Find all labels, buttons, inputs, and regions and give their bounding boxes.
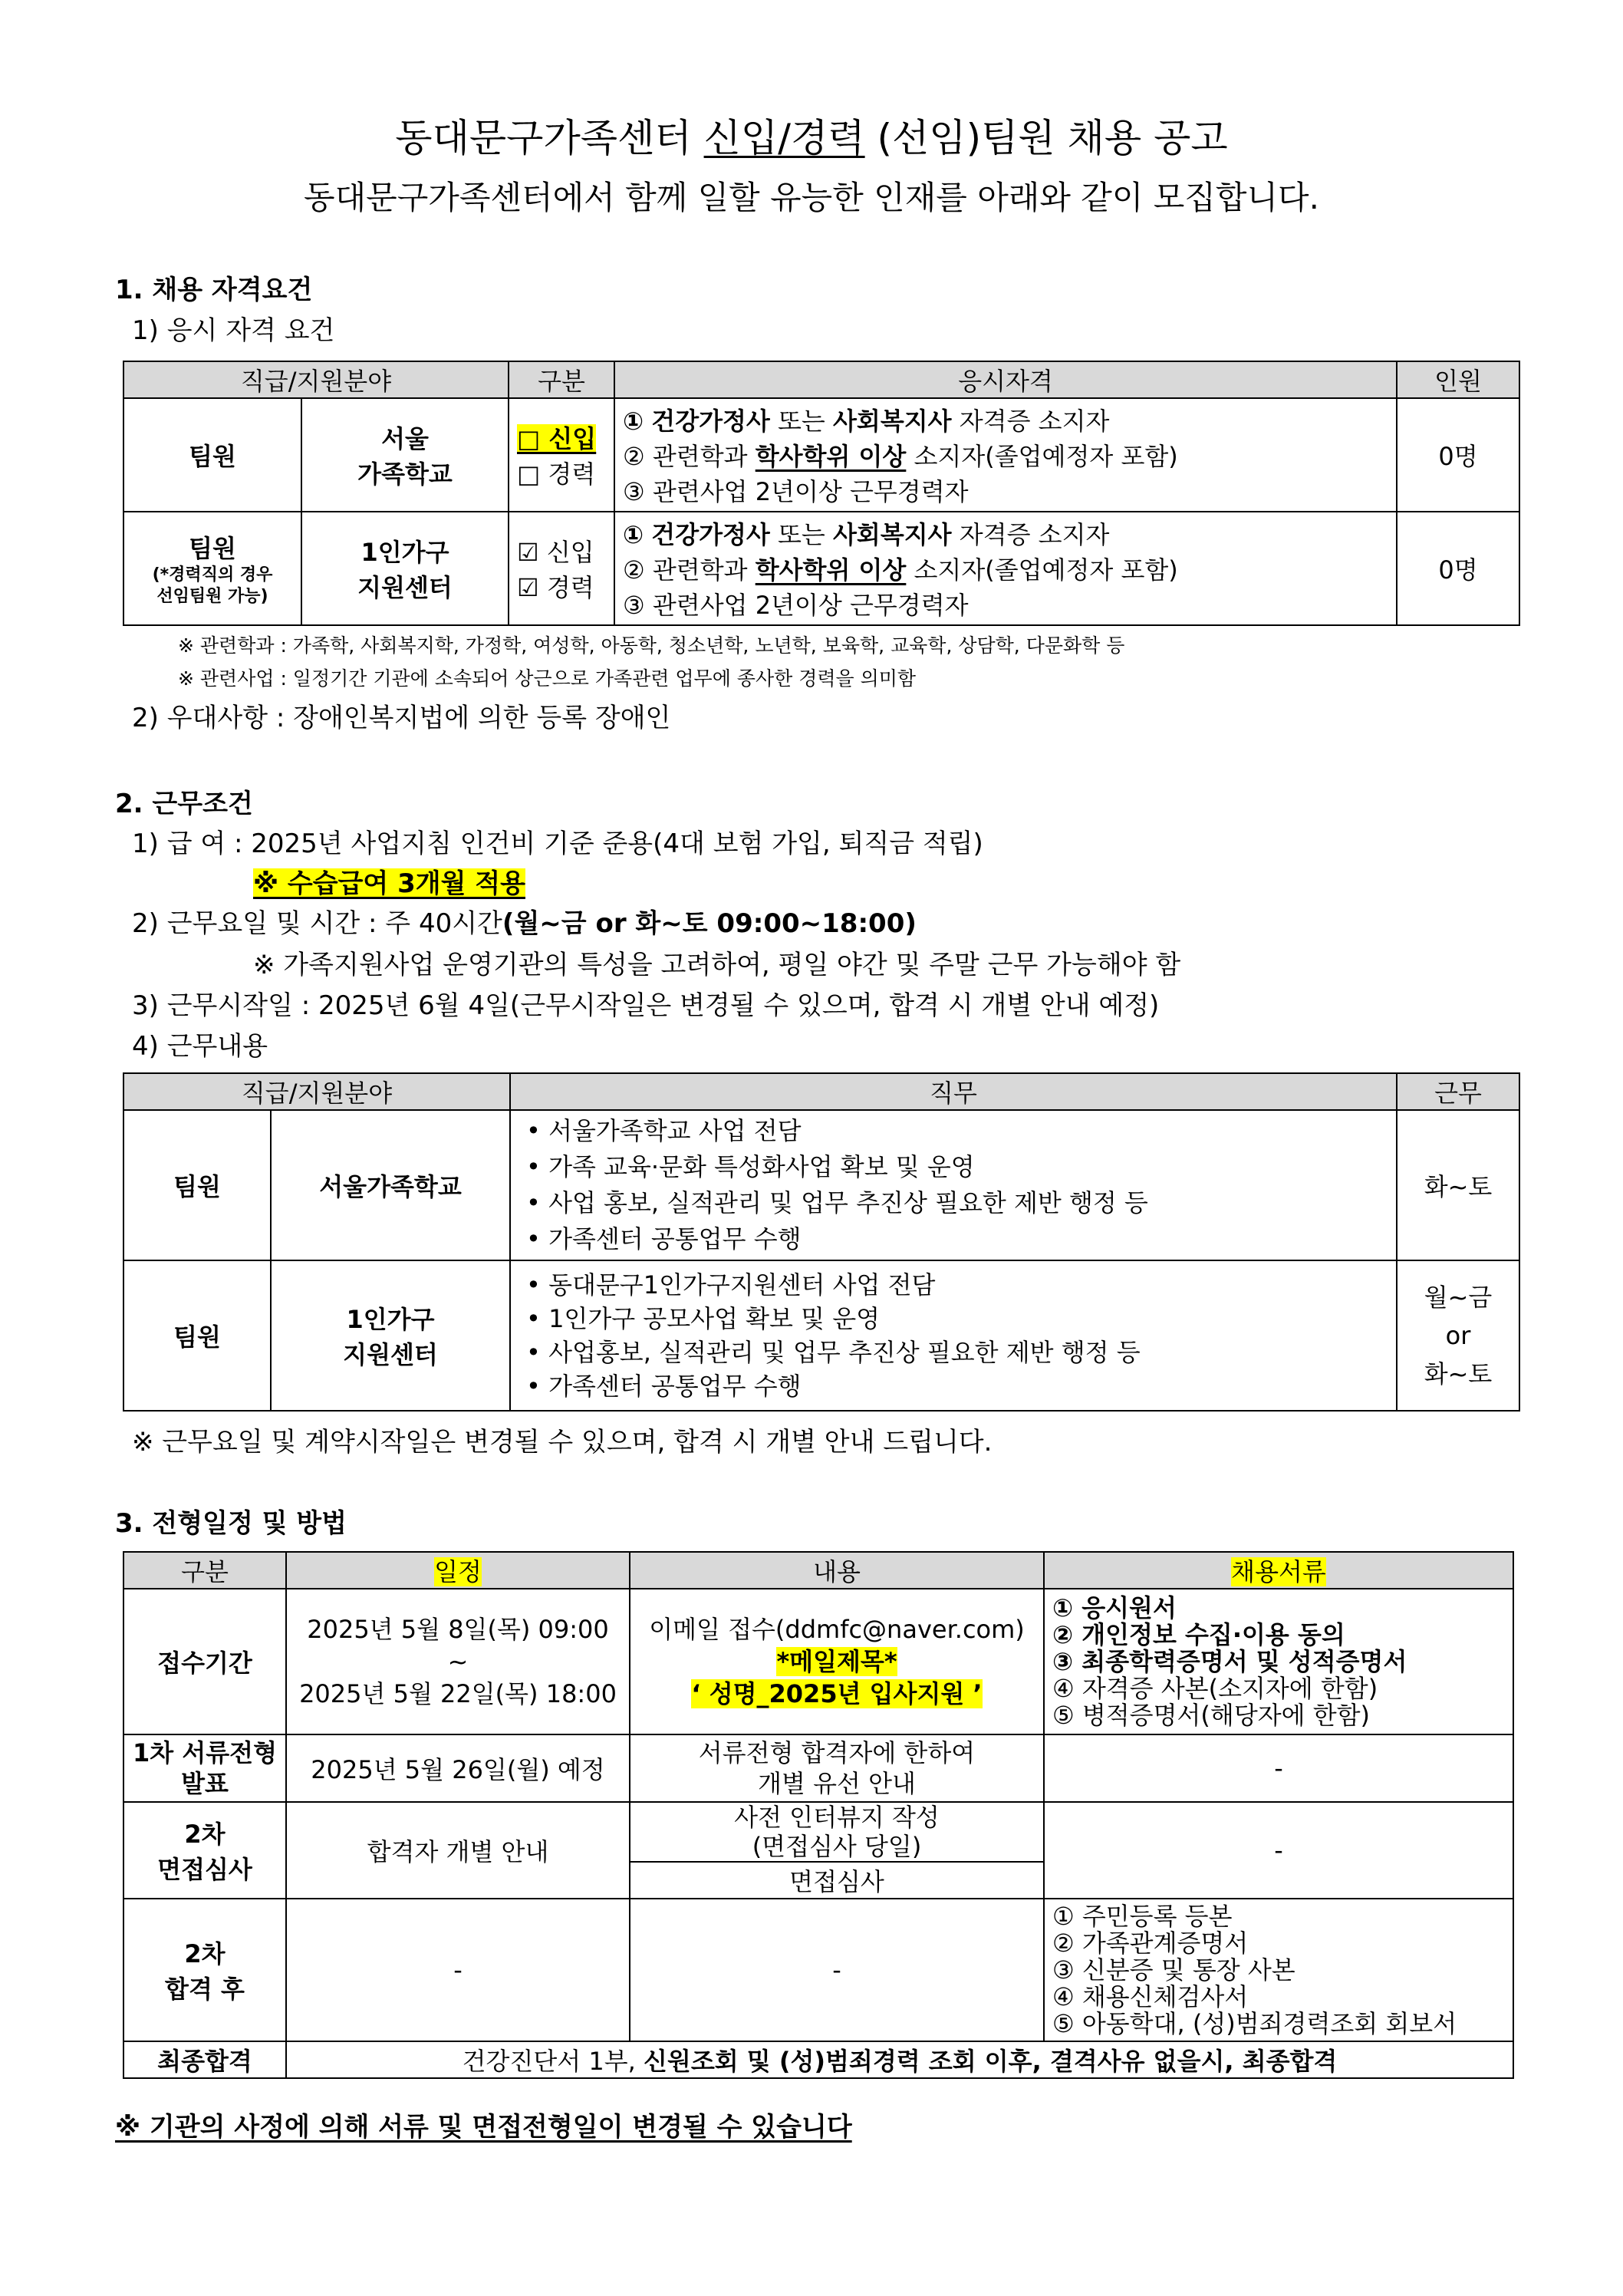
content-cell: 이메일 접수(ddmfc@naver.com) *메일제목* ‘ 성명_2025년 입사지원 ’ — [630, 1589, 1044, 1734]
content-cell: 면접심사 — [630, 1862, 1044, 1899]
docs-cell: ① 주민등록 등본 ② 가족관계증명서 ③ 신분증 및 통장 사본 ④ 채용신체검사서 ⑤ 아동학대, (성)범죄경력조회 회보서 — [1044, 1899, 1513, 2041]
th-work: 근무 — [1397, 1073, 1519, 1110]
stage-cell: 2차 합격 후 — [123, 1899, 286, 2041]
work-cell: 화~토 — [1397, 1110, 1519, 1260]
stage-cell: 접수기간 — [123, 1589, 286, 1734]
stage-cell: 2차 면접심사 — [123, 1802, 286, 1899]
rank-cell: 팀원 (*경력직의 경우 선임팀원 가능) — [123, 512, 301, 625]
checkbox-exp[interactable]: □ 경력 — [517, 460, 596, 489]
type-cell — [509, 512, 614, 625]
field-cell: 서울가족학교 — [271, 1110, 510, 1260]
section1-sub2: 2) 우대사항 : 장애인복지법에 의한 등록 장애인 — [132, 703, 671, 733]
duties-note: ※ 근무요일 및 계약시작일은 변경될 수 있으며, 합격 시 개별 안내 드립니다. — [132, 1427, 993, 1458]
section1-sub1: 1) 응시 자격 요건 — [132, 315, 335, 346]
footnote: ※ 기관의 사정에 의해 서류 및 면접전형일이 변경될 수 있습니다 — [115, 2112, 852, 2143]
pay-line: 1) 급 여 : 2025년 사업지침 인건비 기준 준용(4대 보험 가입, 퇴직금 적립) — [132, 828, 983, 859]
schedule-table — [123, 1551, 1514, 2079]
rank-cell: 팀원 — [123, 1260, 271, 1411]
checkbox-new[interactable]: ☑ 신입 — [517, 538, 594, 567]
th-rank: 직급/지원분야 — [123, 361, 509, 398]
final-cell: 건강진단서 1부, 신원조회 및 (성)범죄경력 조회 이후, 결격사유 없을시, 최종합격 — [286, 2041, 1513, 2078]
note-related-major: ※ 관련학과 : 가족학, 사회복지학, 가정학, 여성학, 아동학, 청소년학, 노년학, 보육학, 교육학, 상담학, 다문화학 등 — [178, 634, 1125, 657]
start-line: 3) 근무시작일 : 2025년 6월 4일(근무시작일은 변경될 수 있으며, 합격 시 개별 안내 예정) — [132, 990, 1160, 1021]
field-cell: 서울 가족학교 — [301, 398, 509, 512]
duty-cell: • 서울가족학교 사업 전담 • 가족 교육·문화 특성화사업 확보 및 운영 • 사업 홍보, 실적관리 및 업무 추진상 필요한 제반 행정 등 • 가족센터 공통업무 수행 — [510, 1110, 1397, 1260]
content-line: 4) 근무내용 — [132, 1031, 268, 1062]
stage-cell: 최종합격 — [123, 2041, 286, 2078]
content-cell: - — [630, 1899, 1044, 2041]
table-row — [123, 398, 1519, 512]
content-cell: 사전 인터뷰지 작성 (면접심사 당일) — [630, 1802, 1044, 1862]
rank-cell: 팀원 — [123, 398, 301, 512]
th-rank: 직급/지원분야 — [123, 1073, 510, 1110]
stage-cell: 1차 서류전형 발표 — [123, 1734, 286, 1802]
date-cell: - — [286, 1899, 630, 2041]
qual-cell: ① 건강가정사 또는 사회복지사 자격증 소지자 ② 관련학과 학사학위 이상 소지자(졸업예정자 포함) ③ 관련사업 2년이상 근무경력자 — [614, 398, 1397, 512]
pay-note: ※ 수습급여 3개월 적용 — [253, 868, 525, 899]
count-cell: 0명 — [1397, 398, 1519, 512]
checkbox-new[interactable]: □ 신입 — [517, 424, 597, 453]
section1-heading: 1. 채용 자격요건 — [115, 275, 313, 305]
table-row — [123, 1260, 1519, 1411]
table-row — [123, 1734, 1513, 1802]
count-cell: 0명 — [1397, 512, 1519, 625]
th-count: 인원 — [1397, 361, 1519, 398]
page-subtitle: 동대문구가족센터에서 함께 일할 유능한 인재를 아래와 같이 모집합니다. — [304, 179, 1319, 216]
date-cell: 2025년 5월 26일(월) 예정 — [286, 1734, 630, 1802]
table-row — [123, 2041, 1513, 2078]
field-cell: 1인가구 지원센터 — [301, 512, 509, 625]
hours-note: ※ 가족지원사업 운영기관의 특성을 고려하여, 평일 야간 및 주말 근무 가능해야 함 — [253, 950, 1181, 980]
section2-heading: 2. 근무조건 — [115, 789, 253, 819]
th-type: 구분 — [123, 1552, 286, 1589]
docs-cell: ① 응시원서 ② 개인정보 수집·이용 동의 ③ 최종학력증명서 및 성적증명서 ④ 자격증 사본(소지자에 한함) ⑤ 병적증명서(해당자에 한함) — [1044, 1589, 1513, 1734]
table-row — [123, 1589, 1513, 1734]
th-type: 구분 — [509, 361, 614, 398]
qual-cell: ① 건강가정사 또는 사회복지사 자격증 소지자 ② 관련학과 학사학위 이상 소지자(졸업예정자 포함) ③ 관련사업 2년이상 근무경력자 — [614, 512, 1397, 625]
qualification-table — [123, 361, 1520, 626]
table-row — [123, 1110, 1519, 1260]
table-row — [123, 1802, 1513, 1862]
date-cell: 2025년 5월 8일(목) 09:00 ~ 2025년 5월 22일(목) 18:00 — [286, 1589, 630, 1734]
date-cell: 합격자 개별 안내 — [286, 1802, 630, 1899]
note-related-work: ※ 관련사업 : 일정기간 기관에 소속되어 상근으로 가족관련 업무에 종사한 경력을 의미함 — [178, 667, 917, 690]
duties-table — [123, 1072, 1520, 1412]
checkbox-exp[interactable]: ☑ 경력 — [517, 573, 594, 602]
section3-heading: 3. 전형일정 및 방법 — [115, 1508, 347, 1539]
th-qual: 응시자격 — [614, 361, 1397, 398]
th-content: 내용 — [630, 1552, 1044, 1589]
th-docs: 채용서류 — [1044, 1552, 1513, 1589]
content-cell: 서류전형 합격자에 한하여 개별 유선 안내 — [630, 1734, 1044, 1802]
page-title: 동대문구가족센터 신입/경력 (선임)팀원 채용 공고 — [395, 116, 1228, 160]
hours-line: 2) 근무요일 및 시간 : 주 40시간(월~금 or 화~토 09:00~18:00) — [132, 908, 917, 939]
field-cell: 1인가구 지원센터 — [271, 1260, 510, 1411]
table-row — [123, 512, 1519, 625]
type-cell — [509, 398, 614, 512]
docs-cell: - — [1044, 1734, 1513, 1802]
rank-cell: 팀원 — [123, 1110, 271, 1260]
th-duty: 직무 — [510, 1073, 1397, 1110]
th-date: 일정 — [286, 1552, 630, 1589]
duty-cell: • 동대문구1인가구지원센터 사업 전담 • 1인가구 공모사업 확보 및 운영 • 사업홍보, 실적관리 및 업무 추진상 필요한 제반 행정 등 • 가족센터 공통업무 수행 — [510, 1260, 1397, 1411]
table-row — [123, 1899, 1513, 2041]
work-cell: 월~금 or 화~토 — [1397, 1260, 1519, 1411]
docs-cell: - — [1044, 1802, 1513, 1899]
